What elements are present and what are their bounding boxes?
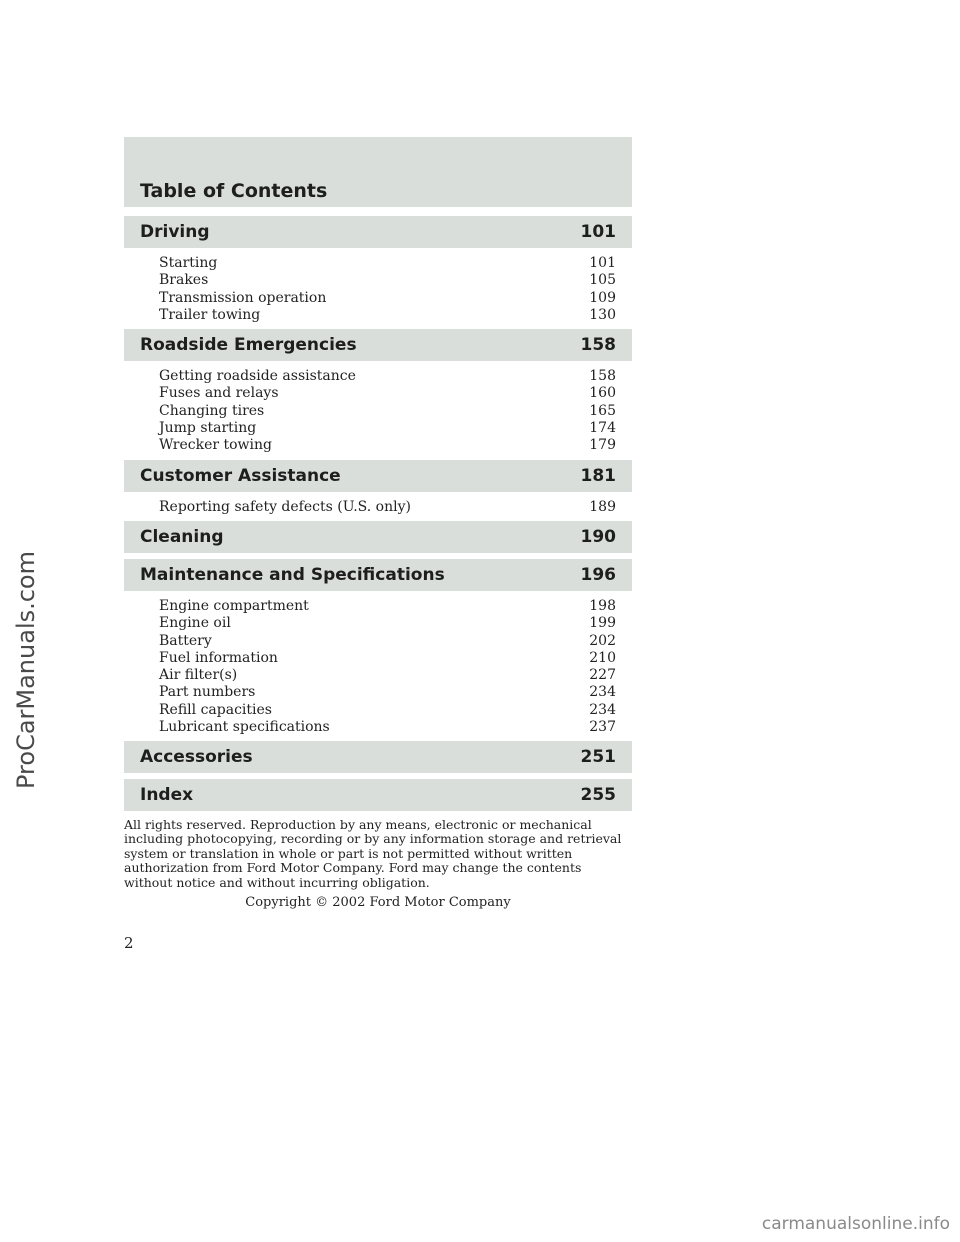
toc-section-header[interactable] — [124, 779, 632, 811]
toc-title: Table of Contents — [140, 180, 328, 202]
entry-page-number: 174 — [589, 420, 616, 437]
section-title: Driving — [140, 222, 210, 242]
section-title: Index — [140, 785, 194, 806]
page-number: 2 — [124, 934, 134, 952]
section-title: Maintenance and Specifications — [140, 564, 445, 585]
toc-entry[interactable] — [159, 420, 616, 437]
entry-label: Lubricant specifications — [159, 719, 330, 736]
entry-label: Starting — [159, 255, 218, 271]
entry-label: Transmission operation — [159, 289, 327, 306]
toc-entry[interactable] — [159, 615, 616, 632]
toc-entry[interactable] — [159, 719, 616, 736]
toc-entry[interactable] — [159, 437, 616, 454]
entry-page-number: 227 — [589, 667, 616, 684]
section-page-number: 181 — [580, 465, 616, 486]
entry-page-number: 237 — [589, 719, 616, 736]
section-title: Accessories — [140, 747, 253, 768]
section-page-number: 251 — [580, 747, 616, 768]
entry-page-number: 158 — [589, 368, 616, 385]
entry-label: Fuses and relays — [159, 385, 279, 402]
toc-section-header[interactable] — [124, 329, 632, 361]
entry-label: Battery — [159, 632, 212, 649]
toc-entry[interactable] — [159, 667, 616, 684]
legal-notice: All rights reserved. Reproduction by any means, electronic or mechanical including photocopying, recording or by any information storage and retrieval system or translation in whole or part is not permitted without written authorization from Ford Motor Company. Ford may change the contents without notice and without incurring obligation. — [124, 817, 622, 890]
entry-page-number: 234 — [589, 684, 616, 701]
entry-page-number: 189 — [589, 498, 616, 515]
entry-page-number: 109 — [589, 289, 616, 306]
toc-entry[interactable] — [159, 598, 616, 615]
side-watermark-text: ProCarManuals.com — [12, 550, 40, 790]
entry-label: Trailer towing — [159, 306, 261, 323]
entry-label: Changing tires — [159, 402, 265, 419]
toc-sections — [124, 216, 632, 811]
toc-entry[interactable] — [159, 255, 616, 272]
toc-entry[interactable] — [159, 385, 616, 402]
entry-page-number: 165 — [589, 402, 616, 419]
copyright-notice: Copyright © 2002 Ford Motor Company — [245, 895, 511, 910]
entry-label: Brakes — [159, 272, 209, 289]
section-page-number: 190 — [580, 526, 616, 547]
entry-label: Air filter(s) — [159, 667, 238, 684]
toc-entry[interactable] — [159, 633, 616, 650]
bottom-watermark: carmanualsonline.info — [761, 1214, 950, 1234]
toc-section-header[interactable] — [124, 521, 632, 553]
entry-page-number: 198 — [589, 597, 616, 614]
toc-entry-list — [124, 248, 632, 329]
toc-section-header[interactable] — [124, 460, 632, 492]
entry-page-number: 199 — [589, 615, 616, 632]
entry-label: Wrecker towing — [159, 437, 272, 454]
toc-entry-list — [124, 591, 632, 741]
section-title: Cleaning — [140, 526, 224, 547]
entry-label: Engine compartment — [159, 597, 309, 614]
section-page-number: 196 — [580, 564, 616, 585]
toc-section-header[interactable] — [124, 559, 632, 591]
toc-section-header[interactable] — [124, 741, 632, 773]
section-title: Customer Assistance — [140, 465, 341, 486]
entry-label: Getting roadside assistance — [159, 368, 356, 385]
entry-label: Reporting safety defects (U.S. only) — [159, 498, 411, 515]
side-watermark — [4, 520, 48, 820]
toc-entry-list — [124, 361, 632, 459]
entry-page-number: 160 — [589, 385, 616, 402]
toc-entry[interactable] — [159, 368, 616, 385]
section-page-number: 101 — [580, 222, 616, 242]
toc-entry[interactable] — [159, 403, 616, 420]
table-of-contents — [124, 137, 632, 811]
section-title: Roadside Emergencies — [140, 335, 357, 356]
toc-entry[interactable] — [159, 702, 616, 719]
toc-entry-list — [124, 492, 632, 521]
entry-page-number: 179 — [589, 437, 616, 454]
toc-section-header[interactable] — [124, 216, 632, 248]
section-page-number: 158 — [580, 335, 616, 356]
entry-page-number: 234 — [589, 701, 616, 718]
entry-page-number: 130 — [589, 306, 616, 323]
entry-page-number: 101 — [589, 255, 616, 271]
toc-entry[interactable] — [159, 272, 616, 289]
entry-page-number: 202 — [589, 632, 616, 649]
toc-entry[interactable] — [159, 684, 616, 701]
toc-header — [124, 137, 632, 207]
toc-entry[interactable] — [159, 290, 616, 307]
entry-page-number: 105 — [589, 272, 616, 289]
toc-entry[interactable] — [159, 307, 616, 324]
toc-entry[interactable] — [159, 499, 616, 516]
entry-label: Jump starting — [159, 420, 257, 437]
section-page-number: 255 — [580, 785, 616, 806]
entry-label: Fuel information — [159, 649, 278, 666]
entry-page-number: 210 — [589, 649, 616, 666]
toc-entry[interactable] — [159, 650, 616, 667]
entry-label: Part numbers — [159, 684, 256, 701]
entry-label: Refill capacities — [159, 701, 272, 718]
entry-label: Engine oil — [159, 615, 231, 632]
